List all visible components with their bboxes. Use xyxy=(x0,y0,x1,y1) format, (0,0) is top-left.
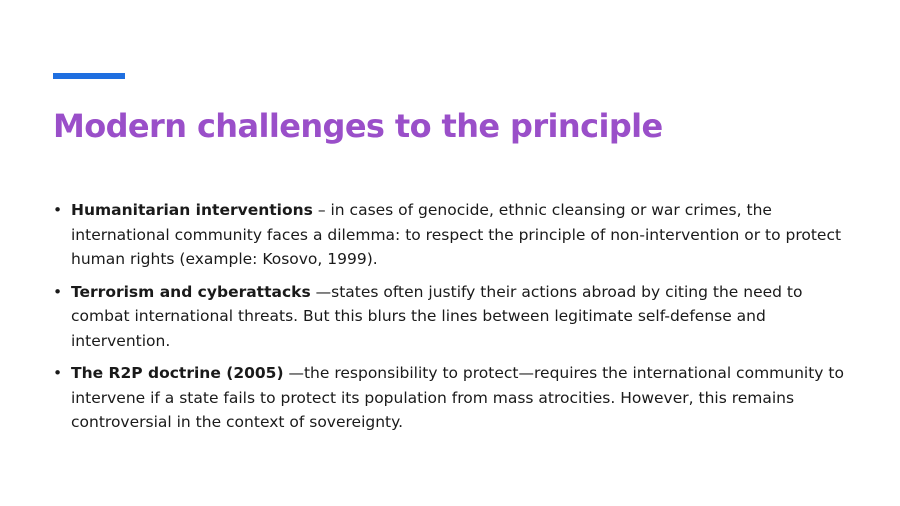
bullet-item-r2p-doctrine xyxy=(53,361,853,435)
title-accent-bar xyxy=(53,73,125,79)
bullet-item-terrorism-cyberattacks xyxy=(53,280,853,354)
bullet-icon: • xyxy=(53,201,63,219)
bullet-text: – in cases of genocide, ethnic cleansing or war crimes, the international community faces a dilemma: to respect the principle of non-intervention or to protect human rights (example: Kosovo, 1999). xyxy=(71,201,842,268)
bullet-list xyxy=(53,198,853,443)
bullet-text: —states often justify their actions abroad by citing the need to combat international threats. But this blurs the lines between legitimate self-defense and intervention. xyxy=(71,282,803,350)
bullet-term: Humanitarian interventions xyxy=(71,201,313,219)
bullet-item-humanitarian-interventions xyxy=(53,198,853,272)
bullet-icon: • xyxy=(53,282,63,301)
bullet-icon: • xyxy=(53,364,63,382)
slide-title: Modern challenges to the principle xyxy=(53,107,663,145)
bullet-text: —the responsibility to protect—requires the international community to intervene if a state fails to protect its population from mass atrocities. However, this remains controversial in the context of sovereignty. xyxy=(71,364,844,431)
bullet-term: The R2P doctrine (2005) xyxy=(71,364,284,382)
bullet-term: Terrorism and cyberattacks xyxy=(71,282,311,301)
